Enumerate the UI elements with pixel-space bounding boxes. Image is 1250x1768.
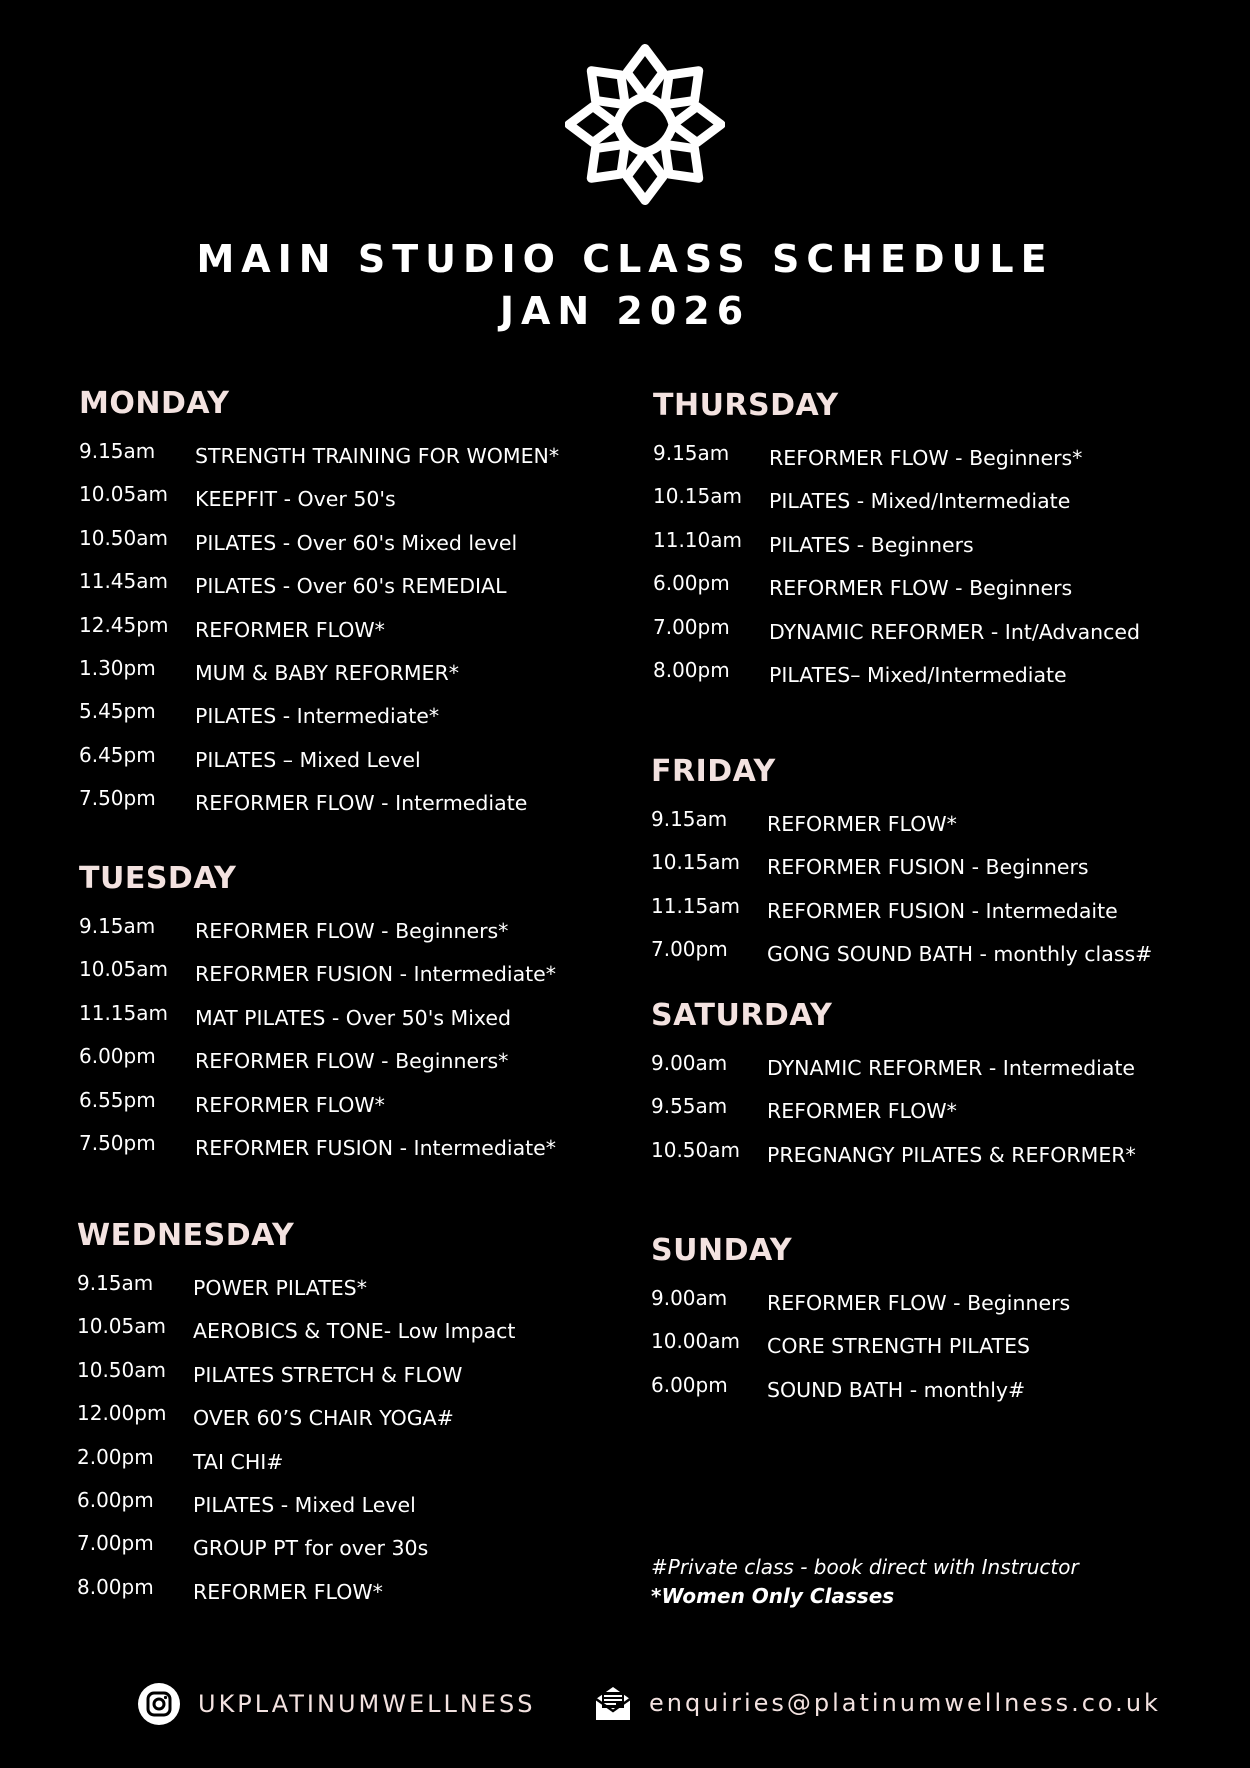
class-name: PILATES - Over 60's Mixed level: [195, 530, 518, 555]
class-name: REFORMER FUSION - Beginners: [767, 855, 1089, 880]
class-name: REFORMER FUSION - Intermedaite: [767, 898, 1118, 923]
class-row: [77, 1531, 429, 1576]
class-time: 11.15am: [651, 893, 740, 918]
class-name: DYNAMIC REFORMER - Intermediate: [767, 1056, 1136, 1080]
class-name: MAT PILATES - Over 50's Mixed: [195, 1005, 512, 1030]
class-row: [79, 482, 396, 527]
class-time: 8.00pm: [77, 1574, 154, 1599]
class-row: [79, 786, 528, 831]
class-time: 2.00pm: [77, 1444, 154, 1469]
class-row: [79, 655, 459, 701]
class-row: [79, 914, 509, 959]
class-row: [651, 893, 1118, 939]
class-row: [651, 1286, 1071, 1331]
class-name: KEEPFIT - Over 50's: [195, 487, 396, 512]
day-heading: SATURDAY: [651, 998, 833, 1033]
class-name: PILATES– Mixed/Intermediate: [769, 662, 1067, 687]
day-heading: FRIDAY: [651, 754, 776, 789]
legend-notes: [651, 1553, 1079, 1611]
class-time: 6.45pm: [79, 742, 156, 767]
day-heading: MONDAY: [79, 386, 230, 421]
class-name: REFORMER FUSION - Intermediate*: [195, 962, 557, 987]
class-row: [651, 1094, 957, 1139]
class-time: 10.05am: [79, 482, 168, 507]
class-time: 9.15am: [77, 1271, 154, 1295]
class-row: [79, 742, 421, 788]
day-saturday: [651, 998, 1136, 1183]
class-time: 9.15am: [79, 439, 156, 463]
class-name: REFORMER FLOW - Beginners*: [769, 446, 1083, 470]
instagram-handle[interactable]: [138, 1683, 535, 1725]
instagram-icon: [138, 1683, 180, 1725]
class-time: 7.00pm: [651, 937, 728, 962]
class-name: MUM & BABY REFORMER*: [195, 660, 459, 685]
class-row: [651, 1372, 1026, 1418]
women-only-note: *Women Only Classes: [651, 1584, 895, 1608]
class-time: 9.15am: [653, 441, 730, 465]
class-name: REFORMER FLOW*: [195, 1092, 385, 1117]
class-row: [77, 1271, 367, 1316]
class-row: [79, 569, 507, 614]
class-name: OVER 60’S CHAIR YOGA#: [193, 1406, 454, 1431]
class-name: AEROBICS & TONE- Low Impact: [193, 1319, 516, 1344]
class-time: 7.50pm: [79, 786, 156, 811]
flower-logo-icon: [565, 42, 725, 207]
class-time: 7.50pm: [79, 1130, 156, 1155]
class-row: [79, 525, 518, 571]
class-time: 6.00pm: [651, 1372, 728, 1397]
class-name: REFORMER FLOW - Beginners: [769, 576, 1073, 601]
class-row: [653, 484, 1071, 529]
class-row: [653, 441, 1083, 486]
class-row: [79, 612, 385, 658]
class-time: 10.00am: [651, 1329, 740, 1354]
class-row: [653, 571, 1073, 616]
class-row: [79, 1087, 385, 1133]
class-time: 10.15am: [651, 850, 740, 875]
class-name: CORE STRENGTH PILATES: [767, 1334, 1031, 1359]
class-time: 7.00pm: [77, 1531, 154, 1556]
class-row: [79, 957, 557, 1002]
class-time: 1.30pm: [79, 655, 156, 680]
class-name: PILATES STRETCH & FLOW: [193, 1362, 463, 1387]
class-row: [77, 1401, 454, 1446]
class-name: REFORMER FUSION - Intermediate*: [195, 1135, 557, 1160]
class-time: 11.10am: [653, 527, 742, 552]
class-name: GROUP PT for over 30s: [193, 1536, 429, 1561]
day-tuesday: [79, 861, 557, 1176]
class-row: [653, 527, 974, 573]
class-time: 12.45pm: [79, 612, 169, 637]
class-name: REFORMER FLOW*: [193, 1579, 383, 1604]
class-name: PILATES - Mixed/Intermediate: [769, 489, 1071, 514]
email-text: enquiries@platinumwellness.co.uk: [649, 1689, 1161, 1717]
email-contact[interactable]: [593, 1683, 1161, 1723]
class-time: 6.00pm: [653, 571, 730, 596]
class-name: REFORMER FLOW - Intermediate: [195, 791, 528, 816]
class-row: [79, 1044, 509, 1089]
day-thursday: [653, 388, 1141, 703]
class-time: 9.15am: [651, 807, 728, 831]
class-time: 10.05am: [79, 957, 168, 982]
class-name: SOUND BATH - monthly#: [767, 1377, 1026, 1402]
class-time: 11.45am: [79, 569, 168, 594]
class-name: GONG SOUND BATH - monthly class#: [767, 942, 1153, 967]
day-heading: SUNDAY: [651, 1233, 793, 1268]
page-subtitle: JAN 2026: [499, 289, 751, 333]
class-time: 9.15am: [79, 914, 156, 938]
class-name: REFORMER FLOW - Beginners*: [195, 919, 509, 943]
class-name: PREGNANGY PILATES & REFORMER*: [767, 1142, 1136, 1167]
class-row: [77, 1444, 294, 1490]
class-time: 9.00am: [651, 1286, 728, 1310]
day-wednesday: [77, 1218, 516, 1620]
class-time: 7.00pm: [653, 614, 730, 639]
class-time: 6.00pm: [77, 1487, 154, 1512]
private-class-note: #Private class - book direct with Instructor: [651, 1555, 1079, 1579]
class-name: REFORMER FLOW*: [767, 812, 957, 836]
class-time: 10.05am: [77, 1314, 166, 1339]
day-monday: [79, 386, 560, 832]
class-name: POWER PILATES*: [193, 1276, 367, 1300]
instagram-text: UKPLATINUMWELLNESS: [198, 1690, 536, 1718]
class-time: 10.50am: [77, 1357, 166, 1382]
class-row: [79, 439, 560, 484]
page-title: MAIN STUDIO CLASS SCHEDULE: [196, 237, 1054, 281]
class-name: TAI CHI#: [193, 1449, 284, 1474]
class-row: [79, 699, 440, 744]
class-row: [651, 1329, 1031, 1374]
day-friday: [651, 754, 1153, 983]
class-name: REFORMER FLOW - Beginners: [767, 1291, 1071, 1315]
day-heading: TUESDAY: [79, 861, 237, 896]
class-name: PILATES - Intermediate*: [195, 704, 440, 729]
email-icon: [593, 1683, 633, 1723]
class-time: 10.15am: [653, 484, 742, 509]
class-time: 11.15am: [79, 1000, 168, 1025]
class-name: REFORMER FLOW*: [767, 1099, 957, 1124]
class-row: [651, 1051, 1136, 1096]
class-time: 6.00pm: [79, 1044, 156, 1069]
class-name: DYNAMIC REFORMER - Int/Advanced: [769, 619, 1141, 644]
class-row: [79, 1130, 557, 1176]
class-name: REFORMER FLOW*: [195, 617, 385, 642]
class-name: PILATES - Mixed Level: [193, 1492, 416, 1517]
class-time: 8.00pm: [653, 657, 730, 682]
class-time: 10.50am: [651, 1137, 740, 1162]
class-row: [77, 1574, 383, 1620]
class-time: 9.55am: [651, 1094, 728, 1119]
class-name: PILATES - Over 60's REMEDIAL: [195, 574, 507, 599]
class-time: 12.00pm: [77, 1401, 167, 1426]
class-time: 9.00am: [651, 1051, 728, 1075]
class-row: [651, 807, 957, 852]
class-row: [651, 937, 1153, 982]
class-row: [651, 1137, 1136, 1183]
class-time: 6.55pm: [79, 1087, 156, 1112]
class-row: [79, 1000, 512, 1046]
class-time: 5.45pm: [79, 699, 156, 724]
class-row: [77, 1357, 463, 1403]
class-name: PILATES – Mixed Level: [195, 747, 421, 772]
class-row: [77, 1487, 416, 1533]
day-heading: THURSDAY: [653, 388, 839, 423]
class-row: [651, 850, 1089, 895]
class-time: 10.50am: [79, 525, 168, 550]
class-name: REFORMER FLOW - Beginners*: [195, 1049, 509, 1074]
class-row: [653, 614, 1141, 660]
day-sunday: [651, 1233, 1071, 1418]
class-row: [653, 657, 1067, 703]
day-heading: WEDNESDAY: [77, 1218, 295, 1253]
class-row: [77, 1314, 516, 1359]
class-name: STRENGTH TRAINING FOR WOMEN*: [195, 444, 560, 468]
class-name: PILATES - Beginners: [769, 532, 974, 557]
